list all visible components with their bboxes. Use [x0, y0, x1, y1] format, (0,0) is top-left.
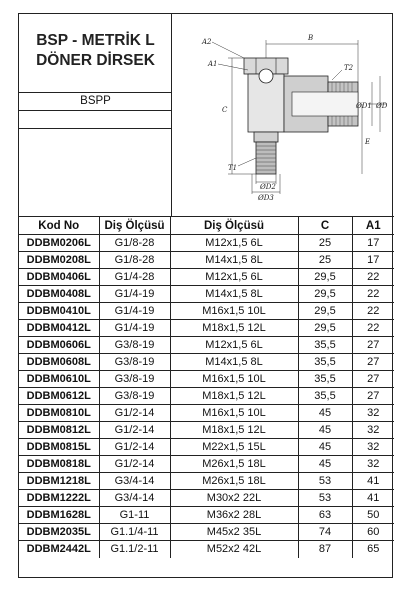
- cell-a1: 32: [352, 456, 394, 473]
- cell-metric-thread: M14x1,5 8L: [170, 252, 298, 269]
- table-row: [19, 422, 394, 439]
- cell-c: 29,5: [298, 269, 352, 286]
- cell-bsp-thread: G3/8-19: [99, 388, 170, 405]
- cell-metric-thread: M16x1,5 10L: [170, 405, 298, 422]
- cell-c: 35,5: [298, 371, 352, 388]
- cell-bsp-thread: G1/4-19: [99, 303, 170, 320]
- thread-type-label: BSPP: [80, 95, 111, 107]
- cell-a1: 32: [352, 405, 394, 422]
- cell-c: 87: [298, 541, 352, 558]
- table-row: [19, 473, 394, 490]
- table-row: [19, 320, 394, 337]
- cell-bsp-thread: G1/4-28: [99, 269, 170, 286]
- cell-bsp-thread: G1/8-28: [99, 235, 170, 252]
- cell-a1: 22: [352, 269, 394, 286]
- cell-c: 53: [298, 473, 352, 490]
- col-header-metric-thread: Diş Ölçüsü: [170, 217, 298, 235]
- cell-code: DDBM0410L: [19, 303, 99, 320]
- cell-metric-thread: M52x2 42L: [170, 541, 298, 558]
- table-row: [19, 524, 394, 541]
- cell-code: DDBM0406L: [19, 269, 99, 286]
- table-row: [19, 490, 394, 507]
- cell-bsp-thread: G1/2-14: [99, 422, 170, 439]
- cell-bsp-thread: G3/4-14: [99, 490, 170, 507]
- cell-code: DDBM0818L: [19, 456, 99, 473]
- cell-metric-thread: M14x1,5 8L: [170, 286, 298, 303]
- technical-drawing: [172, 14, 394, 216]
- table-row: [19, 252, 394, 269]
- cell-c: 25: [298, 252, 352, 269]
- cell-code: DDBM0810L: [19, 405, 99, 422]
- cell-code: DDBM0208L: [19, 252, 99, 269]
- cell-a1: 22: [352, 303, 394, 320]
- cell-c: 45: [298, 439, 352, 456]
- divider: [19, 110, 172, 111]
- cell-code: DDBM1218L: [19, 473, 99, 490]
- table-row: [19, 354, 394, 371]
- cell-bsp-thread: G1/4-19: [99, 286, 170, 303]
- table-row: [19, 337, 394, 354]
- cell-metric-thread: M22x1,5 15L: [170, 439, 298, 456]
- col-header-c: C: [298, 217, 352, 235]
- cell-c: 74: [298, 524, 352, 541]
- label-d3: ØD3: [258, 194, 274, 202]
- product-header: [19, 14, 172, 216]
- label-d2: ØD2: [260, 183, 276, 191]
- product-title: [19, 31, 172, 71]
- cell-bsp-thread: G1/4-19: [99, 320, 170, 337]
- label-t2: T2: [344, 64, 354, 72]
- cell-metric-thread: M12x1,5 6L: [170, 235, 298, 252]
- cell-code: DDBM1222L: [19, 490, 99, 507]
- table-row: [19, 405, 394, 422]
- table-row: [19, 371, 394, 388]
- cell-metric-thread: M36x2 28L: [170, 507, 298, 524]
- cell-bsp-thread: G1-11: [99, 507, 170, 524]
- cell-a1: 60: [352, 524, 394, 541]
- cell-metric-thread: M45x2 35L: [170, 524, 298, 541]
- cell-metric-thread: M26x1,5 18L: [170, 473, 298, 490]
- col-header-code: Kod No: [19, 217, 99, 235]
- divider: [19, 128, 172, 129]
- cell-a1: 41: [352, 490, 394, 507]
- cell-metric-thread: M18x1,5 12L: [170, 388, 298, 405]
- cell-code: DDBM0610L: [19, 371, 99, 388]
- label-a2: A2: [202, 38, 212, 46]
- cell-bsp-thread: G1/2-14: [99, 405, 170, 422]
- cell-bsp-thread: G3/8-19: [99, 337, 170, 354]
- label-d: ØD: [376, 102, 388, 110]
- label-b: B: [308, 34, 314, 42]
- spec-table: [19, 216, 394, 558]
- cell-metric-thread: M16x1,5 10L: [170, 371, 298, 388]
- cell-a1: 32: [352, 439, 394, 456]
- cell-metric-thread: M18x1,5 12L: [170, 422, 298, 439]
- cell-bsp-thread: G1/2-14: [99, 439, 170, 456]
- cell-bsp-thread: G1.1/4-11: [99, 524, 170, 541]
- elbow-fitting-drawing: [172, 14, 394, 216]
- cell-c: 45: [298, 422, 352, 439]
- cell-code: DDBM0612L: [19, 388, 99, 405]
- cell-code: DDBM2035L: [19, 524, 99, 541]
- cell-bsp-thread: G3/8-19: [99, 354, 170, 371]
- cell-a1: 22: [352, 286, 394, 303]
- cell-metric-thread: M12x1,5 6L: [170, 269, 298, 286]
- title-line-2: DÖNER DİRSEK: [36, 52, 155, 69]
- col-header-bsp-thread: Diş Ölçüsü: [99, 217, 170, 235]
- table-header-row: [19, 217, 394, 235]
- table-row: [19, 303, 394, 320]
- cell-a1: 17: [352, 235, 394, 252]
- label-d1: ØD1: [356, 102, 372, 110]
- label-a1: A1: [208, 60, 218, 68]
- cell-a1: 41: [352, 473, 394, 490]
- cell-a1: 27: [352, 371, 394, 388]
- cell-c: 25: [298, 235, 352, 252]
- cell-c: 35,5: [298, 337, 352, 354]
- cell-c: 29,5: [298, 286, 352, 303]
- cell-metric-thread: M30x2 22L: [170, 490, 298, 507]
- cell-a1: 27: [352, 388, 394, 405]
- cell-bsp-thread: G1.1/2-11: [99, 541, 170, 558]
- table-row: [19, 456, 394, 473]
- cell-metric-thread: M18x1,5 12L: [170, 320, 298, 337]
- label-t1: T1: [228, 164, 238, 172]
- title-line-1: BSP - METRİK L: [36, 32, 155, 49]
- cell-metric-thread: M16x1,5 10L: [170, 303, 298, 320]
- cell-a1: 50: [352, 507, 394, 524]
- cell-code: DDBM0608L: [19, 354, 99, 371]
- ball-seal: [259, 69, 273, 83]
- table-row: [19, 388, 394, 405]
- cell-c: 35,5: [298, 354, 352, 371]
- cell-c: 29,5: [298, 303, 352, 320]
- cell-a1: 65: [352, 541, 394, 558]
- cell-c: 45: [298, 456, 352, 473]
- table-row: [19, 235, 394, 252]
- table-row: [19, 269, 394, 286]
- cell-metric-thread: M26x1,5 18L: [170, 456, 298, 473]
- cell-a1: 32: [352, 422, 394, 439]
- product-sheet: [18, 13, 393, 578]
- cell-code: DDBM1628L: [19, 507, 99, 524]
- cell-c: 53: [298, 490, 352, 507]
- cell-bsp-thread: G3/4-14: [99, 473, 170, 490]
- inner-bore: [292, 92, 358, 116]
- cell-metric-thread: M14x1,5 8L: [170, 354, 298, 371]
- cell-a1: 27: [352, 354, 394, 371]
- cell-metric-thread: M12x1,5 6L: [170, 337, 298, 354]
- cell-c: 63: [298, 507, 352, 524]
- table-row: [19, 507, 394, 524]
- cell-a1: 22: [352, 320, 394, 337]
- cell-a1: 27: [352, 337, 394, 354]
- cell-c: 29,5: [298, 320, 352, 337]
- cell-code: DDBM0812L: [19, 422, 99, 439]
- table-row: [19, 439, 394, 456]
- col-header-a1: A1: [352, 217, 394, 235]
- label-c: C: [222, 106, 228, 114]
- cell-code: DDBM0606L: [19, 337, 99, 354]
- cell-bsp-thread: G1/8-28: [99, 252, 170, 269]
- cell-c: 45: [298, 405, 352, 422]
- cell-bsp-thread: G1/2-14: [99, 456, 170, 473]
- table-row: [19, 541, 394, 558]
- label-e: E: [365, 138, 371, 146]
- cell-code: DDBM0815L: [19, 439, 99, 456]
- table-row: [19, 286, 394, 303]
- cell-code: DDBM0206L: [19, 235, 99, 252]
- cell-c: 35,5: [298, 388, 352, 405]
- cell-bsp-thread: G3/8-19: [99, 371, 170, 388]
- cell-code: DDBM0412L: [19, 320, 99, 337]
- cell-code: DDBM2442L: [19, 541, 99, 558]
- cell-code: DDBM0408L: [19, 286, 99, 303]
- cell-a1: 17: [352, 252, 394, 269]
